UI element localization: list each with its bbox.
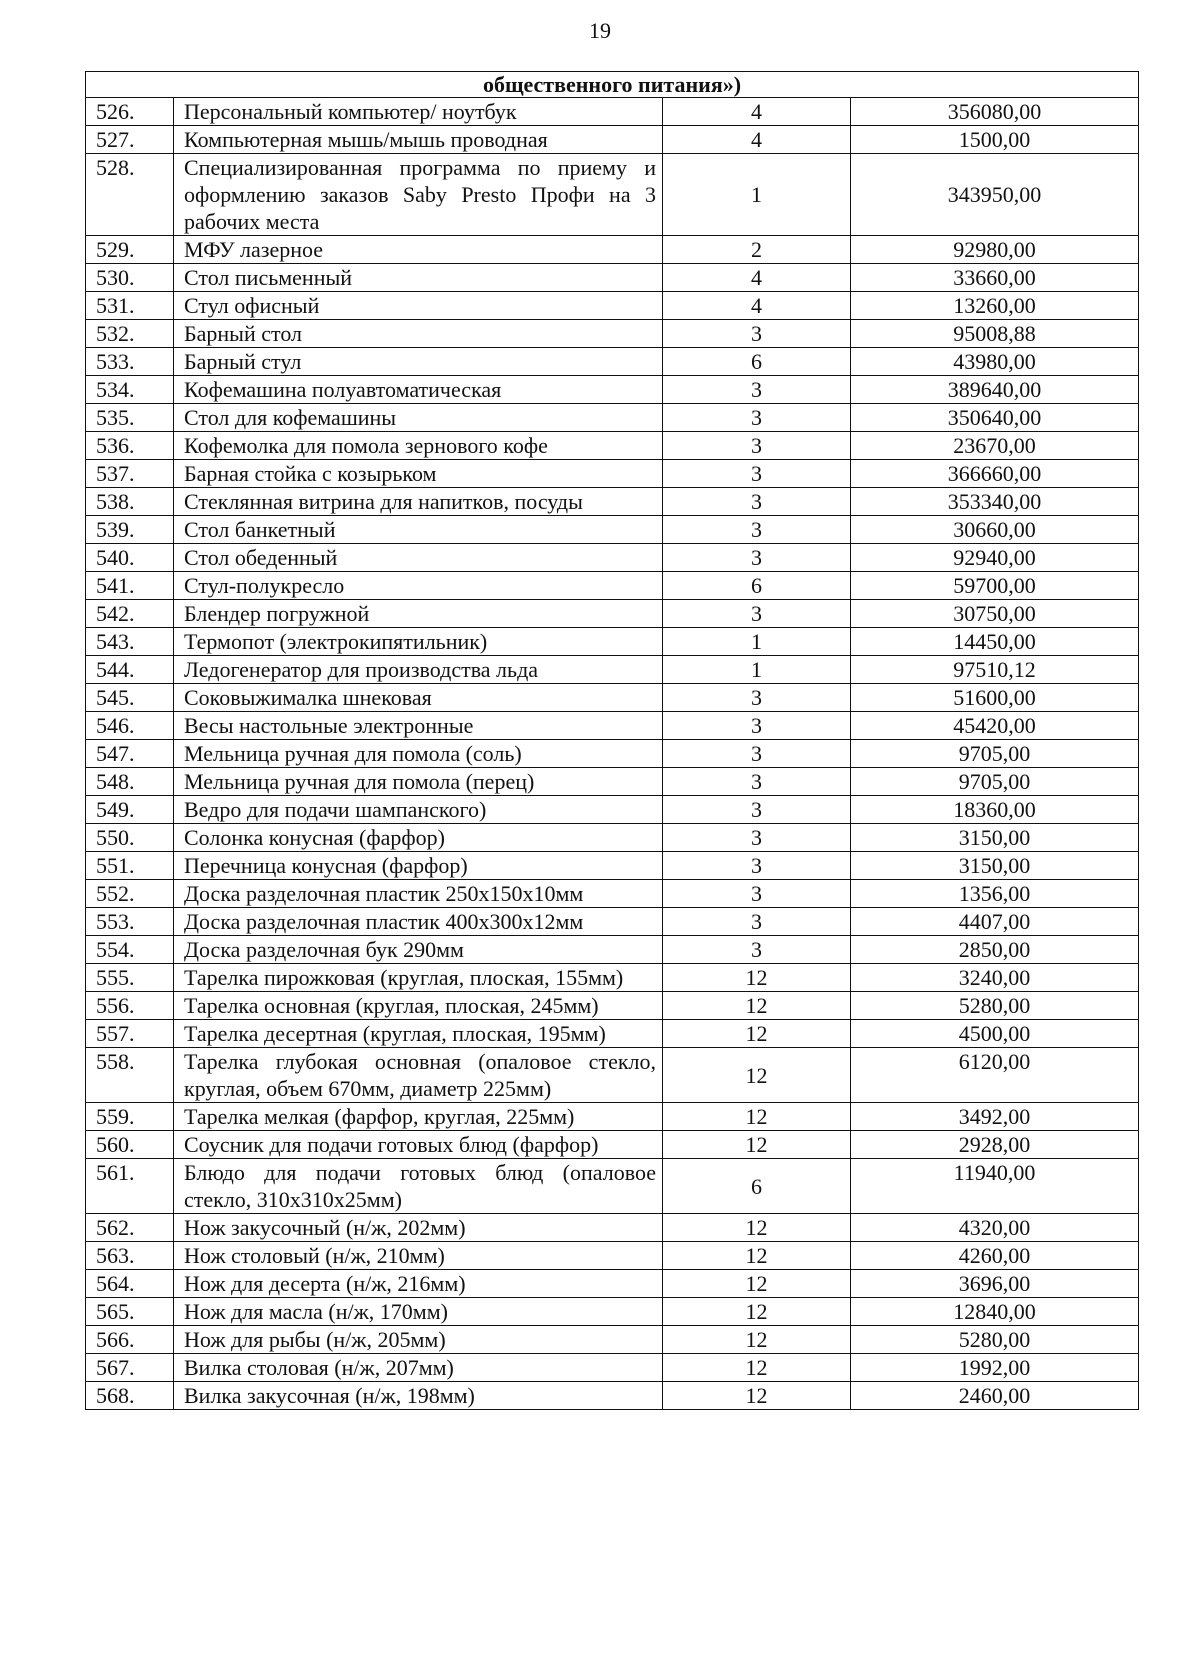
item-price: 18360,00	[851, 796, 1139, 824]
row-number: 559.	[86, 1103, 174, 1131]
row-number: 549.	[86, 796, 174, 824]
table-row	[86, 432, 1139, 460]
equipment-table	[85, 71, 1139, 1410]
row-number: 555.	[86, 964, 174, 992]
item-price: 9705,00	[851, 768, 1139, 796]
row-number: 561.	[86, 1159, 174, 1214]
row-number: 567.	[86, 1354, 174, 1382]
item-price: 2460,00	[851, 1382, 1139, 1410]
row-number: 539.	[86, 516, 174, 544]
item-name: Нож для десерта (н/ж, 216мм)	[174, 1270, 663, 1298]
row-number: 530.	[86, 264, 174, 292]
row-number: 534.	[86, 376, 174, 404]
item-name: Стол для кофемашины	[174, 404, 663, 432]
row-number: 552.	[86, 880, 174, 908]
table-row	[86, 964, 1139, 992]
item-quantity: 12	[663, 964, 851, 992]
row-number: 551.	[86, 852, 174, 880]
item-price: 92980,00	[851, 236, 1139, 264]
item-price: 51600,00	[851, 684, 1139, 712]
item-name: Солонка конусная (фарфор)	[174, 824, 663, 852]
table-row	[86, 1020, 1139, 1048]
item-name: Доска разделочная пластик 400x300x12мм	[174, 908, 663, 936]
item-name: Стол банкетный	[174, 516, 663, 544]
row-number: 527.	[86, 126, 174, 154]
table-row	[86, 488, 1139, 516]
item-name: Тарелка основная (круглая, плоская, 245мм)	[174, 992, 663, 1020]
item-name: Персональный компьютер/ ноутбук	[174, 98, 663, 126]
item-name: Стол письменный	[174, 264, 663, 292]
item-name: Доска разделочная пластик 250x150x10мм	[174, 880, 663, 908]
item-price: 3696,00	[851, 1270, 1139, 1298]
table-row	[86, 1214, 1139, 1242]
item-quantity: 12	[663, 992, 851, 1020]
item-quantity: 12	[663, 1270, 851, 1298]
item-name: Стол обеденный	[174, 544, 663, 572]
row-number: 553.	[86, 908, 174, 936]
item-name: Мельница ручная для помола (перец)	[174, 768, 663, 796]
item-price: 1992,00	[851, 1354, 1139, 1382]
table-row	[86, 1242, 1139, 1270]
row-number: 546.	[86, 712, 174, 740]
item-quantity: 3	[663, 880, 851, 908]
item-price: 4320,00	[851, 1214, 1139, 1242]
item-price: 30750,00	[851, 600, 1139, 628]
table-row	[86, 1159, 1139, 1214]
item-quantity: 1	[663, 628, 851, 656]
table-row	[86, 292, 1139, 320]
table-row	[86, 264, 1139, 292]
item-quantity: 3	[663, 740, 851, 768]
table-row	[86, 404, 1139, 432]
row-number: 543.	[86, 628, 174, 656]
item-price: 3240,00	[851, 964, 1139, 992]
item-name: Нож столовый (н/ж, 210мм)	[174, 1242, 663, 1270]
item-quantity: 4	[663, 264, 851, 292]
item-name: Специализированная программа по приему и оформлению заказов Saby Presto Профи на 3 рабочих места	[174, 154, 663, 236]
table-row	[86, 516, 1139, 544]
row-number: 535.	[86, 404, 174, 432]
item-name: Тарелка мелкая (фарфор, круглая, 225мм)	[174, 1103, 663, 1131]
item-price: 4407,00	[851, 908, 1139, 936]
row-number: 544.	[86, 656, 174, 684]
table-row	[86, 628, 1139, 656]
item-quantity: 12	[663, 1298, 851, 1326]
table-row	[86, 796, 1139, 824]
item-quantity: 1	[663, 656, 851, 684]
item-quantity: 12	[663, 1131, 851, 1159]
row-number: 532.	[86, 320, 174, 348]
row-number: 526.	[86, 98, 174, 126]
table-row	[86, 1131, 1139, 1159]
table-row	[86, 768, 1139, 796]
item-price: 3150,00	[851, 852, 1139, 880]
item-price: 3150,00	[851, 824, 1139, 852]
row-number: 560.	[86, 1131, 174, 1159]
item-quantity: 6	[663, 348, 851, 376]
item-price: 30660,00	[851, 516, 1139, 544]
item-name: Стул-полукресло	[174, 572, 663, 600]
item-quantity: 12	[663, 1214, 851, 1242]
item-quantity: 3	[663, 908, 851, 936]
item-quantity: 3	[663, 432, 851, 460]
item-name: Тарелка пирожковая (круглая, плоская, 155мм)	[174, 964, 663, 992]
item-quantity: 12	[663, 1103, 851, 1131]
item-name: Вилка столовая (н/ж, 207мм)	[174, 1354, 663, 1382]
item-quantity: 3	[663, 796, 851, 824]
item-name: Барный стул	[174, 348, 663, 376]
item-name: МФУ лазерное	[174, 236, 663, 264]
item-quantity: 4	[663, 126, 851, 154]
row-number: 566.	[86, 1326, 174, 1354]
item-quantity: 3	[663, 376, 851, 404]
item-quantity: 3	[663, 852, 851, 880]
row-number: 558.	[86, 1048, 174, 1103]
table-row	[86, 852, 1139, 880]
item-quantity: 3	[663, 404, 851, 432]
table-row	[86, 348, 1139, 376]
item-quantity: 12	[663, 1354, 851, 1382]
table-row	[86, 880, 1139, 908]
item-name: Вилка закусочная (н/ж, 198мм)	[174, 1382, 663, 1410]
item-price: 389640,00	[851, 376, 1139, 404]
item-name: Барная стойка с козырьком	[174, 460, 663, 488]
item-name: Весы настольные электронные	[174, 712, 663, 740]
row-number: 542.	[86, 600, 174, 628]
item-quantity: 3	[663, 936, 851, 964]
item-price: 343950,00	[851, 154, 1139, 236]
item-quantity: 3	[663, 544, 851, 572]
item-price: 9705,00	[851, 740, 1139, 768]
item-name: Кофемолка для помола зернового кофе	[174, 432, 663, 460]
table-row	[86, 544, 1139, 572]
table-row	[86, 1354, 1139, 1382]
table-row	[86, 154, 1139, 236]
item-price: 12840,00	[851, 1298, 1139, 1326]
item-name: Мельница ручная для помола (соль)	[174, 740, 663, 768]
item-name: Тарелка десертная (круглая, плоская, 195мм)	[174, 1020, 663, 1048]
table-row	[86, 1270, 1139, 1298]
item-quantity: 3	[663, 600, 851, 628]
item-quantity: 4	[663, 292, 851, 320]
section-title: общественного питания»)	[86, 72, 1139, 98]
item-name: Доска разделочная бук 290мм	[174, 936, 663, 964]
item-quantity: 4	[663, 98, 851, 126]
item-quantity: 3	[663, 712, 851, 740]
row-number: 565.	[86, 1298, 174, 1326]
item-quantity: 2	[663, 236, 851, 264]
item-price: 13260,00	[851, 292, 1139, 320]
item-quantity: 3	[663, 824, 851, 852]
item-price: 59700,00	[851, 572, 1139, 600]
item-quantity: 12	[663, 1048, 851, 1103]
item-price: 43980,00	[851, 348, 1139, 376]
item-name: Блендер погружной	[174, 600, 663, 628]
item-quantity: 6	[663, 1159, 851, 1214]
table-row	[86, 376, 1139, 404]
item-name: Соусник для подачи готовых блюд (фарфор)	[174, 1131, 663, 1159]
item-price: 97510,12	[851, 656, 1139, 684]
page-number: 19	[589, 18, 611, 43]
item-quantity: 12	[663, 1326, 851, 1354]
row-number: 528.	[86, 154, 174, 236]
item-price: 353340,00	[851, 488, 1139, 516]
item-quantity: 3	[663, 768, 851, 796]
item-price: 1356,00	[851, 880, 1139, 908]
item-price: 92940,00	[851, 544, 1139, 572]
item-name: Термопот (электрокипятильник)	[174, 628, 663, 656]
table-row	[86, 908, 1139, 936]
item-price: 4260,00	[851, 1242, 1139, 1270]
item-name: Нож закусочный (н/ж, 202мм)	[174, 1214, 663, 1242]
row-number: 531.	[86, 292, 174, 320]
item-price: 350640,00	[851, 404, 1139, 432]
table-row	[86, 684, 1139, 712]
item-price: 366660,00	[851, 460, 1139, 488]
table-row	[86, 656, 1139, 684]
table-body	[86, 72, 1139, 1410]
table-row	[86, 936, 1139, 964]
item-quantity: 3	[663, 320, 851, 348]
table-row	[86, 1326, 1139, 1354]
item-name: Соковыжималка шнековая	[174, 684, 663, 712]
item-name: Ведро для подачи шампанского)	[174, 796, 663, 824]
item-price: 2928,00	[851, 1131, 1139, 1159]
item-quantity: 3	[663, 516, 851, 544]
item-price: 23670,00	[851, 432, 1139, 460]
item-price: 4500,00	[851, 1020, 1139, 1048]
item-quantity: 6	[663, 572, 851, 600]
row-number: 557.	[86, 1020, 174, 1048]
item-name: Ледогенератор для производства льда	[174, 656, 663, 684]
item-name: Блюдо для подачи готовых блюд (опаловое стекло, 310x310x25мм)	[174, 1159, 663, 1214]
item-quantity: 3	[663, 488, 851, 516]
item-price: 5280,00	[851, 992, 1139, 1020]
item-price: 45420,00	[851, 712, 1139, 740]
item-price: 6120,00	[851, 1048, 1139, 1103]
table-row	[86, 572, 1139, 600]
item-price: 1500,00	[851, 126, 1139, 154]
item-name: Нож для масла (н/ж, 170мм)	[174, 1298, 663, 1326]
item-quantity: 3	[663, 684, 851, 712]
item-name: Нож для рыбы (н/ж, 205мм)	[174, 1326, 663, 1354]
table-row	[86, 600, 1139, 628]
item-quantity: 12	[663, 1382, 851, 1410]
item-price: 33660,00	[851, 264, 1139, 292]
row-number: 529.	[86, 236, 174, 264]
row-number: 536.	[86, 432, 174, 460]
row-number: 540.	[86, 544, 174, 572]
table-row	[86, 236, 1139, 264]
item-name: Барный стол	[174, 320, 663, 348]
item-name: Компьютерная мышь/мышь проводная	[174, 126, 663, 154]
row-number: 568.	[86, 1382, 174, 1410]
item-name: Стеклянная витрина для напитков, посуды	[174, 488, 663, 516]
item-quantity: 12	[663, 1020, 851, 1048]
table-row	[86, 98, 1139, 126]
table-row	[86, 460, 1139, 488]
row-number: 548.	[86, 768, 174, 796]
item-quantity: 3	[663, 460, 851, 488]
row-number: 556.	[86, 992, 174, 1020]
table-row	[86, 126, 1139, 154]
table-row	[86, 740, 1139, 768]
item-name: Стул офисный	[174, 292, 663, 320]
table-row	[86, 1048, 1139, 1103]
table-row	[86, 1382, 1139, 1410]
row-number: 564.	[86, 1270, 174, 1298]
item-name: Тарелка глубокая основная (опаловое стекло, круглая, объем 670мм, диаметр 225мм)	[174, 1048, 663, 1103]
item-quantity: 1	[663, 154, 851, 236]
row-number: 537.	[86, 460, 174, 488]
item-name: Кофемашина полуавтоматическая	[174, 376, 663, 404]
row-number: 541.	[86, 572, 174, 600]
table-row	[86, 320, 1139, 348]
table-row	[86, 1298, 1139, 1326]
item-name: Перечница конусная (фарфор)	[174, 852, 663, 880]
row-number: 554.	[86, 936, 174, 964]
row-number: 538.	[86, 488, 174, 516]
row-number: 533.	[86, 348, 174, 376]
item-price: 3492,00	[851, 1103, 1139, 1131]
row-number: 550.	[86, 824, 174, 852]
section-header-row	[86, 72, 1139, 98]
item-price: 14450,00	[851, 628, 1139, 656]
table-row	[86, 712, 1139, 740]
table-row	[86, 824, 1139, 852]
row-number: 563.	[86, 1242, 174, 1270]
table-row	[86, 992, 1139, 1020]
item-quantity: 12	[663, 1242, 851, 1270]
row-number: 547.	[86, 740, 174, 768]
table-row	[86, 1103, 1139, 1131]
item-price: 356080,00	[851, 98, 1139, 126]
item-price: 95008,88	[851, 320, 1139, 348]
item-price: 2850,00	[851, 936, 1139, 964]
item-price: 11940,00	[851, 1159, 1139, 1214]
row-number: 562.	[86, 1214, 174, 1242]
item-price: 5280,00	[851, 1326, 1139, 1354]
row-number: 545.	[86, 684, 174, 712]
